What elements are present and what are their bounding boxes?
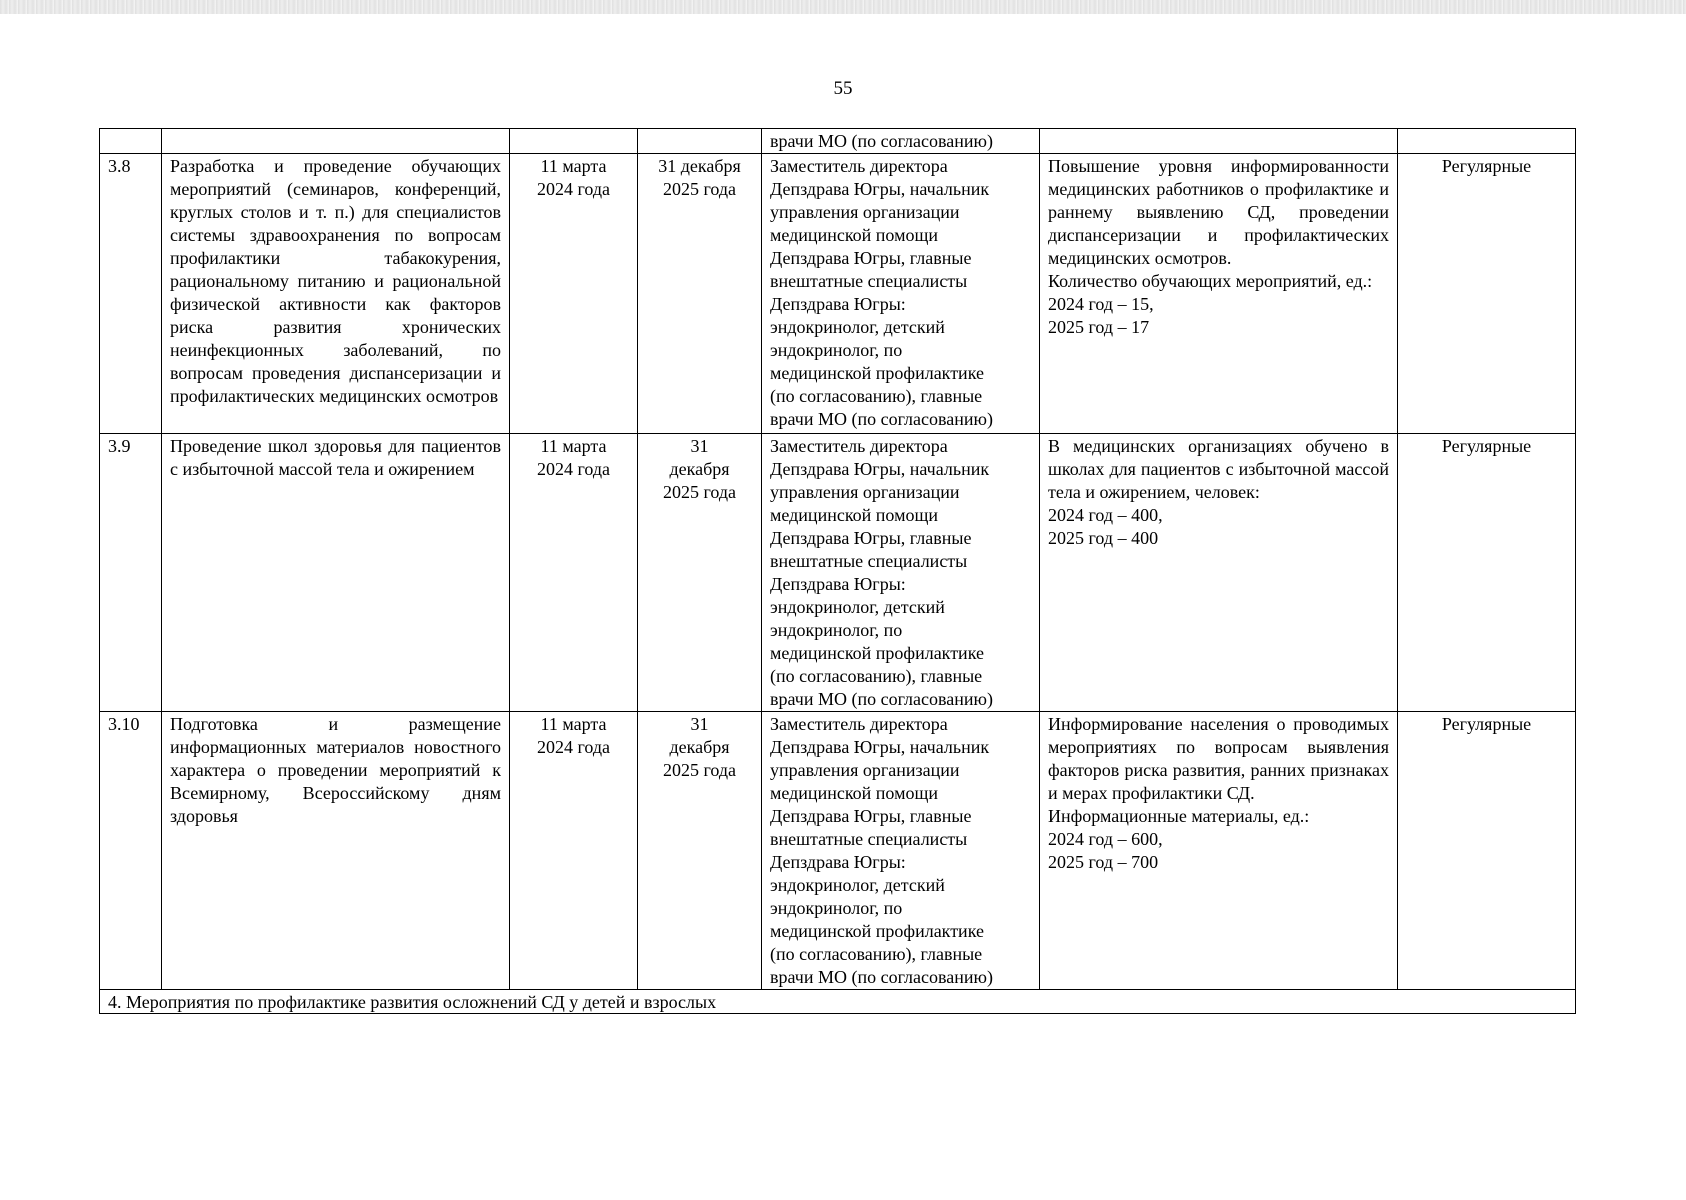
end-date [638, 712, 762, 990]
responsible-line: (по согласованию), главные [770, 386, 983, 406]
responsible [762, 434, 1040, 712]
start-date-line: 11 марта [540, 156, 607, 176]
row-number: 3.10 [100, 712, 162, 990]
cell-end [638, 129, 762, 154]
responsible-line: медицинской профилактике [770, 363, 984, 383]
responsible-line: Депздрава Югры, главные [770, 806, 972, 826]
measure-name: Подготовка и размещение информационных материалов новостного характера о проведении мероприятий к Всемирному, Всероссийскому дням здоровья [162, 712, 510, 990]
result-line: 2024 год – 15, [1048, 294, 1154, 314]
responsible-line: управления организации [770, 482, 960, 502]
start-date-line: 11 марта [540, 714, 607, 734]
periodicity: Регулярные [1398, 154, 1576, 434]
responsible-line: медицинской профилактике [770, 643, 984, 663]
start-date-line: 11 марта [540, 436, 607, 456]
responsible-line: врачи МО (по согласованию) [770, 409, 993, 429]
continuation-row [100, 129, 1576, 154]
result-line: 2024 год – 400, [1048, 505, 1163, 525]
responsible-line: эндокринолог, по [770, 898, 903, 918]
result-line: 2024 год – 600, [1048, 829, 1163, 849]
responsible-line: внештатные специалисты [770, 829, 968, 849]
responsible-line: врачи МО (по согласованию) [770, 967, 993, 987]
end-date-line: декабря [669, 459, 730, 479]
responsible-line: медицинской помощи [770, 783, 938, 803]
section-heading: 4. Мероприятия по профилактике развития осложнений СД у детей и взрослых [100, 990, 1576, 1014]
responsible-line: Заместитель директора [770, 436, 948, 456]
cell-periodicity [1398, 129, 1576, 154]
responsible-line: управления организации [770, 760, 960, 780]
expected-result [1040, 154, 1398, 434]
responsible-line: (по согласованию), главные [770, 666, 983, 686]
end-date-line: 2025 года [662, 760, 737, 780]
table-row [100, 154, 1576, 434]
page-number: 55 [833, 78, 853, 99]
responsible-line: эндокринолог, по [770, 620, 903, 640]
responsible-line: внештатные специалисты [770, 271, 968, 291]
result-line: Информационные материалы, ед.: [1048, 806, 1310, 826]
start-date [510, 434, 638, 712]
responsible-line: медицинской помощи [770, 225, 938, 245]
cell-start [510, 129, 638, 154]
responsible-line: медицинской профилактике [770, 921, 984, 941]
responsible-line: Депздрава Югры, начальник [770, 459, 990, 479]
responsible-line: Депздрава Югры: [770, 574, 906, 594]
section-row [100, 990, 1576, 1014]
result-line: 2025 год – 700 [1048, 852, 1159, 872]
cell-num [100, 129, 162, 154]
responsible-line: эндокринолог, детский [770, 597, 945, 617]
responsible [762, 712, 1040, 990]
responsible-line: медицинской помощи [770, 505, 938, 525]
end-date-line: 31 [690, 714, 709, 734]
measures-table [99, 128, 1576, 1014]
start-date [510, 154, 638, 434]
responsible [762, 154, 1040, 434]
row-number: 3.9 [100, 434, 162, 712]
start-date-line: 2024 года [536, 459, 611, 479]
responsible-line: эндокринолог, детский [770, 317, 945, 337]
expected-result [1040, 434, 1398, 712]
responsible-line: Депздрава Югры, начальник [770, 179, 990, 199]
cell-name [162, 129, 510, 154]
responsible-line: Депздрава Югры: [770, 852, 906, 872]
table-row [100, 434, 1576, 712]
result-text: В медицинских организациях обучено в школах для пациентов с избыточной массой тела и ожирением, человек: [1048, 436, 1389, 502]
responsible-line: Заместитель директора [770, 714, 948, 734]
end-date-line: декабря [669, 737, 730, 757]
responsible-line: Депздрава Югры, главные [770, 248, 972, 268]
result-line: Количество обучающих мероприятий, ед.: [1048, 271, 1373, 291]
row-number: 3.8 [100, 154, 162, 434]
result-text: Повышение уровня информированности медицинских работников о профилактике и раннему выявлению СД, проведении диспансеризации и профилактических медицинских осмотров. [1048, 156, 1389, 268]
table-row [100, 712, 1576, 990]
measure-name: Проведение школ здоровья для пациентов с избыточной массой тела и ожирением [162, 434, 510, 712]
responsible-line: эндокринолог, по [770, 340, 903, 360]
scan-edge [0, 0, 1686, 14]
end-date-line: 31 декабря [658, 156, 741, 176]
end-date-line: 2025 года [662, 482, 737, 502]
end-date-line: 31 [690, 436, 709, 456]
cell-result [1040, 129, 1398, 154]
expected-result [1040, 712, 1398, 990]
start-date-line: 2024 года [536, 179, 611, 199]
periodicity: Регулярные [1398, 712, 1576, 990]
cell-responsible: врачи МО (по согласованию) [762, 129, 1040, 154]
measure-name: Разработка и проведение обучающих мероприятий (семинаров, конференций, круглых столов и т. п.) для специалистов системы здравоохранения по вопросам профилактики табакокурения, рациональному питанию и рациональной физической активности как факторов риска развития хронических неинфекционных заболеваний, по вопросам проведения диспансеризации и профилактических медицинских осмотров [162, 154, 510, 434]
result-line: 2025 год – 400 [1048, 528, 1159, 548]
responsible-line: Депздрава Югры: [770, 294, 906, 314]
responsible-line: управления организации [770, 202, 960, 222]
start-date [510, 712, 638, 990]
responsible-line: Заместитель директора [770, 156, 948, 176]
responsible-line: (по согласованию), главные [770, 944, 983, 964]
responsible-line: врачи МО (по согласованию) [770, 689, 993, 709]
result-text: Информирование населения о проводимых мероприятиях по вопросам выявления факторов риска развития, ранних признаках и мерах профилактики СД. [1048, 714, 1389, 803]
end-date-line: 2025 года [662, 179, 737, 199]
periodicity: Регулярные [1398, 434, 1576, 712]
end-date [638, 434, 762, 712]
responsible-line: эндокринолог, детский [770, 875, 945, 895]
result-line: 2025 год – 17 [1048, 317, 1150, 337]
responsible-line: внештатные специалисты [770, 551, 968, 571]
responsible-line: Депздрава Югры, главные [770, 528, 972, 548]
start-date-line: 2024 года [536, 737, 611, 757]
responsible-line: Депздрава Югры, начальник [770, 737, 990, 757]
end-date [638, 154, 762, 434]
